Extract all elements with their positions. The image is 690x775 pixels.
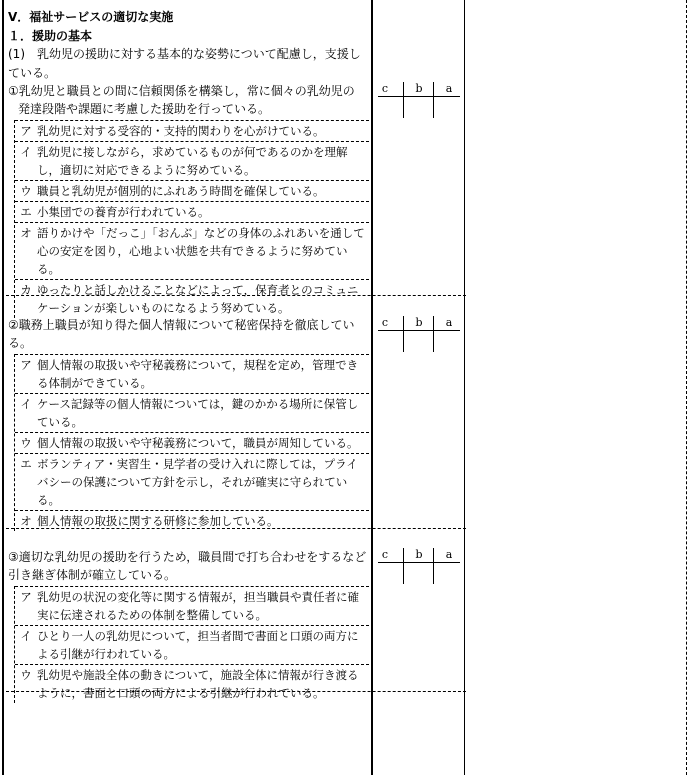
list-item: カ ゆったりと話しかけることなどによって，保育者とのコミュニケーションが楽しいものになるよう努めている。 [15,279,369,318]
subsection-title: １．援助の基本 [8,29,93,43]
criterion-heading [8,82,370,118]
list-item: オ 語りかけや「だっこ」「おんぶ」などの身体のふれあいを通して心の安定を図り，心地よい状態を共有できるように努めている。 [15,222,369,279]
rating-label-c: c [381,82,389,95]
right-border [686,0,687,775]
criterion-heading-line-2: 発達段階や課題に考慮した援助を行っている。 [18,102,271,116]
list-item: ア 個人情報の取扱いや守秘義務について，規程を定め，管理できる体制ができている。 [15,354,369,393]
rating-label-c: c [381,316,389,329]
rating-label-b: b [415,548,423,561]
left-border [2,0,4,775]
list-item: イ 乳幼児に接しながら，求めているものが何であるのかを理解し，適切に対応できるように努めている。 [15,141,369,180]
criterion-heading [8,316,370,352]
block-separator [6,528,466,529]
rating-label-b: b [415,316,423,329]
block-separator [6,295,466,296]
item-list [14,354,369,531]
column-divider-rating [371,0,373,775]
criterion-block-1 [8,82,370,318]
list-item: ア 乳幼児に対する受容的・支持的関わりを心がけている。 [15,120,369,141]
criterion-heading-line-1: ①乳幼児と職員との間に信頼関係を構築し，常に個々の乳幼児の [8,84,355,98]
list-item: ウ 職員と乳幼児が個別的にふれあう時間を確保している。 [15,180,369,201]
criterion-heading-line-1: ③適切な乳幼児の援助を行うため，職員間で打ち合わせをするなど引き継ぎ体制が確立している。 [8,550,367,582]
criterion-block-3 [8,548,370,703]
list-item: ウ 乳幼児や施設全体の動きについて，施設全体に情報が行き渡るように，書面と口頭の両方による引継が行われている。 [15,664,369,703]
rating-label-b: b [415,82,423,95]
rating-box-1[interactable] [378,82,464,122]
section-title: Ⅴ．福祉サービスの適切な実施 [8,10,174,24]
rating-box-3[interactable] [378,548,464,588]
rating-label-a: a [445,548,453,561]
rating-label-c: c [381,548,389,561]
rating-box-2[interactable] [378,316,464,356]
block-separator [6,691,466,692]
item-list [14,586,369,703]
list-item: イ ケース記録等の個人情報については，鍵のかかる場所に保管している。 [15,393,369,432]
intro-text: (1) 乳幼児の援助に対する基本的な姿勢について配慮し，支援している。 [8,47,361,80]
list-item: エ 小集団での養育が行われている。 [15,201,369,222]
list-item: イ ひとり一人の乳幼児について，担当者間で書面と口頭の両方による引継が行われている。 [15,625,369,664]
rating-label-a: a [445,316,453,329]
list-item: オ 個人情報の取扱に関する研修に参加している。 [15,510,369,531]
list-item: ア 乳幼児の状況の変化等に関する情報が，担当職員や責任者に確実に伝達されるための体制を整備している。 [15,586,369,625]
item-list [14,120,369,318]
criterion-block-2 [8,316,370,531]
rating-label-a: a [445,82,453,95]
list-item: エ ボランティア・実習生・見学者の受け入れに際しては，プライバシーの保護について方針を示し，それが確実に守られている。 [15,453,369,510]
criterion-heading [8,548,370,584]
column-divider-comment [464,0,465,775]
criterion-heading-line-1: ②職務上職員が知り得た個人情報について秘密保持を徹底している。 [8,318,355,350]
list-item: ウ 個人情報の取扱いや守秘義務について，職員が周知している。 [15,432,369,453]
